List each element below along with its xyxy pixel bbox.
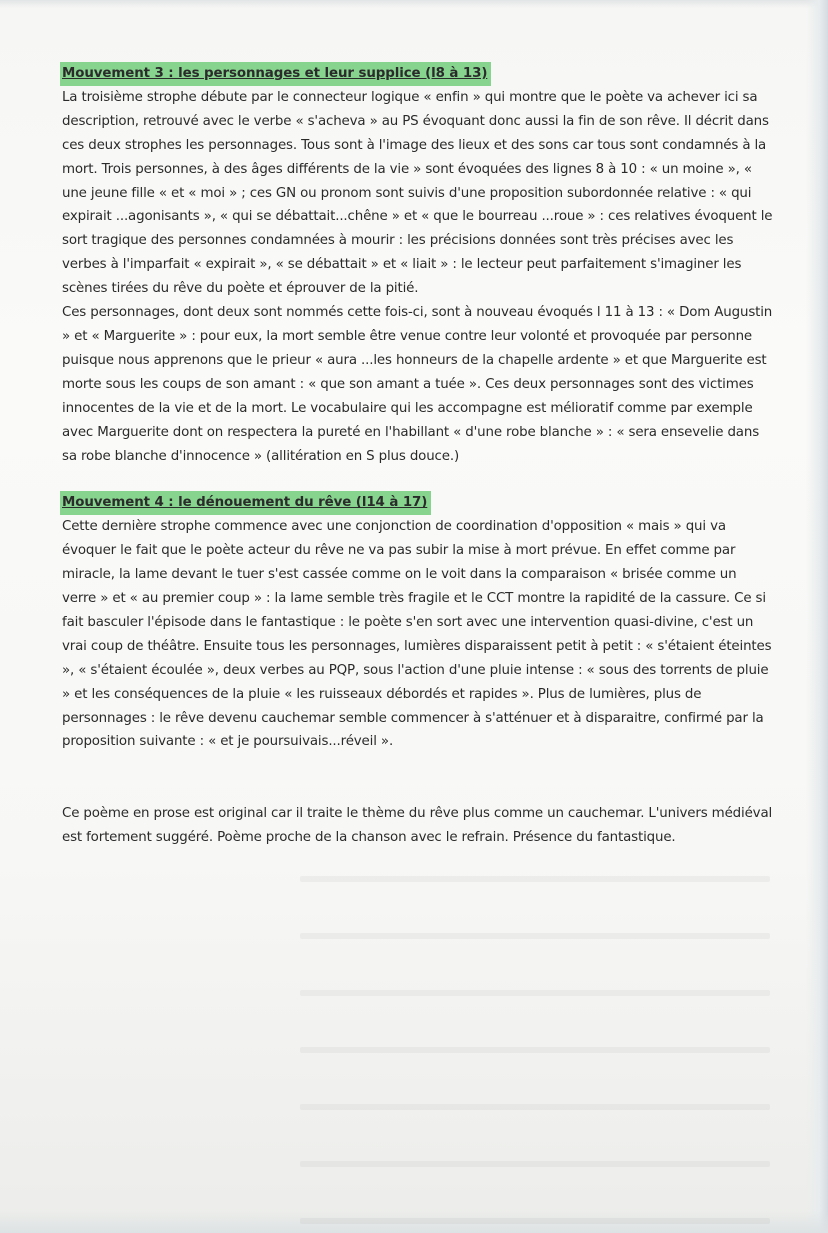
spacer [62,468,774,491]
document-body [62,62,774,850]
section-mouvement-3 [62,62,774,468]
paragraph: Ces personnages, dont deux sont nommés cette fois-ci, sont à nouveau évoqués l 11 à 13 : « Dom Augustin » et « Marguerite » : pour eux, la mort semble être venue contre leur volonté et provoquée par personne puisque nous apprenons que le prieur « aura ...les honneurs de la chapelle ardente » et que Marguerite est morte sous les coups de son amant : « que son amant a tuée ». Ces deux personnages sont des victimes innocentes de la vie et de la mort. Le vocabulaire qui les accompagne est mélioratif comme par exemple avec Marguerite dont on respectera la pureté en l'habillant « d'une robe blanche » : « sera ensevelie dans sa robe blanche d'innocence » (allitération en S plus douce.) [62,305,773,464]
paragraph: Cette dernière strophe commence avec une conjonction de coordination d'opposition « mais » qui va évoquer le fait que le poète acteur du rêve ne va pas subir la mise à mort prévue. En effet comme par miracle, la lame devant le tuer s'est cassée comme on le voit dans la comparaison « brisée comme un verre » et « au premier coup » : la lame semble très fragile et le CCT montre la rapidité de la cassure. Ce si fait basculer l'épisode dans le fantastique : le poète s'en sort avec une intervention quasi-divine, c'est un vrai coup de théâtre. Ensuite tous les personnages, lumières disparaissent petit à petit : « s'étaient éteintes », « s'étaient écoulée », deux verbes au PQP, sous l'action d'une pluie intense : « sous des torrents de pluie » et les conséquences de la pluie « les ruisseaux débordés et rapides ». Plus de lumières, plus de personnages : le rêve devenu cauchemar semble commencer à s'atténuer et à disparaitre, confirmé par la proposition suivante : « et je poursuivais...réveil ». [62,519,772,750]
spacer [62,754,774,802]
section-heading: Mouvement 3 : les personnages et leur supplice (l8 à 13) [60,62,491,86]
page-top-edge [0,0,828,8]
section-heading: Mouvement 4 : le dénouement du rêve (l14 à 17) [60,491,431,515]
section-mouvement-4 [62,491,774,754]
page-right-edge [806,0,828,1233]
paragraph: La troisième strophe débute par le connecteur logique « enfin » qui montre que le poète va achever ici sa description, retrouvé avec le verbe « s'acheva » au PS évoquant donc aussi la fin de son rêve. Il décrit dans ces deux strophes les personnages. Tous sont à l'image des lieux et des sons car tous sont condamnés à la mort. Trois personnes, à des âges différents de la vie » sont évoquées des lignes 8 à 10 : « un moine », « une jeune fille « et « moi » ; ces GN ou pronom sont suivis d'une proposition subordonnée relative : « qui expirait ...agonisants », « qui se débattait...chêne » et « que le bourreau ...roue » : ces relatives évoquent le sort tragique des personnes condamnées à mourir : les précisions données sont très précises avec les verbes à l'imparfait « expirait », « se débattait » et « liait » : le lecteur peut parfaitement s'imaginer les scènes tirées du rêve du poète et éprouver de la pitié. [62,89,773,297]
conclusion-paragraph: Ce poème en prose est original car il traite le thème du rêve plus comme un cauchemar. L'univers médiéval est fortement suggéré. Poème proche de la chanson avec le refrain. Présence du fantastique. [62,806,773,846]
show-through-text [300,840,770,1233]
